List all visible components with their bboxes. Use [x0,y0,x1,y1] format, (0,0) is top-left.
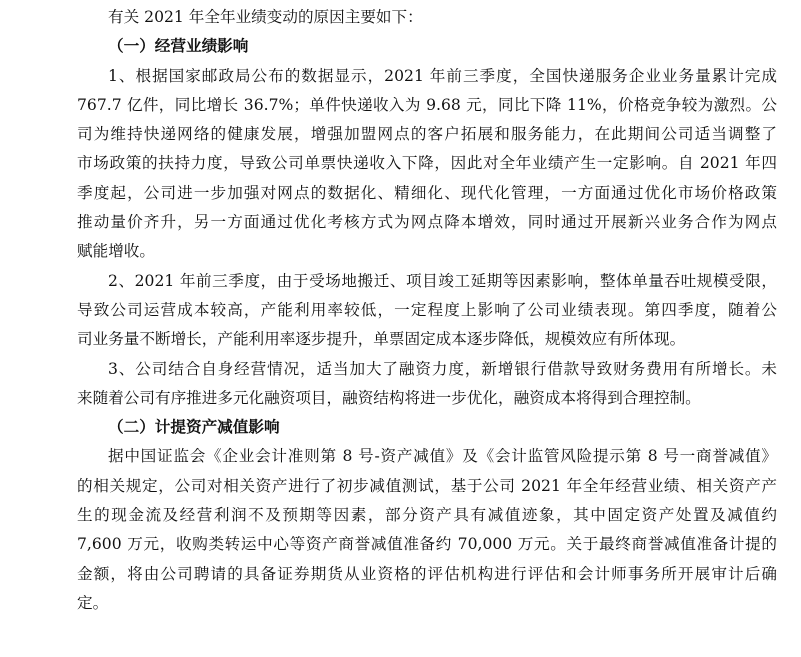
text-line: 据中国证监会《企业会计准则第 8 号-资产减值》及《会计监管风险提示第 8 号一商誉减值》 [108,447,777,466]
paragraph-operating-cost [77,267,777,355]
text-line: 定。 [77,593,109,612]
text-line: 季度起，公司进一步加强对网点的数据化、精细化、现代化管理，一方面通过优化市场价格政策 [77,183,777,202]
text-line: 金额，将由公司聘请的具备证券期货从业资格的评估机构进行评估和会计师事务所开展审计后确 [77,564,777,583]
text-line: 推动量价齐升，另一方面通过优化考核方式为网点降本增效，同时通过开展新兴业务合作为网点 [77,213,777,232]
text-line: 生的现金流及经营利润不及预期等因素，部分资产具有减值迹象，其中固定资产处置及减值约 [77,506,777,525]
intro-line: 有关 2021 年全年业绩变动的原因主要如下： [108,8,423,26]
paragraph-market-policy [77,62,777,267]
paragraph-impairment [77,442,777,618]
text-line: 司业务量不断增长，产能利用率逐步提升，单票固定成本逐步降低，规模效应有所体现。 [77,330,686,349]
text-line: 1、根据国家邮政局公布的数据显示，2021 年前三季度，全国快递服务企业业务量累计完成 [108,66,777,85]
text-line: 司为维持快递网络的健康发展，增强加盟网点的客户拓展和服务能力，在此期间公司适当调整了 [77,125,777,144]
text-line: 赋能增收。 [77,242,155,261]
text-line: 767.7 亿件，同比增长 36.7%；单件快递收入为 9.68 元，同比下降 11%，价格竞争较为激烈。公 [77,95,777,114]
section-heading-impairment: （二）计提资产减值影响 [108,418,280,437]
paragraph-financing [77,355,777,414]
text-line: 2、2021 年前三季度，由于受场地搬迁、项目竣工延期等因素影响，整体单量吞吐规模受限， [108,271,777,290]
text-line: 3、公司结合自身经营情况，适当加大了融资力度，新增银行借款导致财务费用有所增长。未 [108,359,777,378]
text-line: 导致公司运营成本较高，产能利用率较低，一定程度上影响了公司业绩表现。第四季度，随着公 [77,300,777,319]
document-body [77,0,777,618]
text-line: 来随着公司有序推进多元化融资项目，融资结构将进一步优化，融资成本将得到合理控制。 [77,388,701,407]
text-line: 的相关规定，公司对相关资产进行了初步减值测试，基于公司 2021 年全年经营业绩、相关资产产 [77,476,777,495]
text-line: 7,600 万元，收购类转运中心等资产商誉减值准备约 70,000 万元。关于最终商誉减值准备计提的 [77,535,777,554]
text-line: 市场政策的扶持力度，导致公司单票快递收入下降，因此对全年业绩产生一定影响。自 2021 年四 [77,154,777,173]
section-heading-operating: （一）经营业绩影响 [108,37,249,56]
